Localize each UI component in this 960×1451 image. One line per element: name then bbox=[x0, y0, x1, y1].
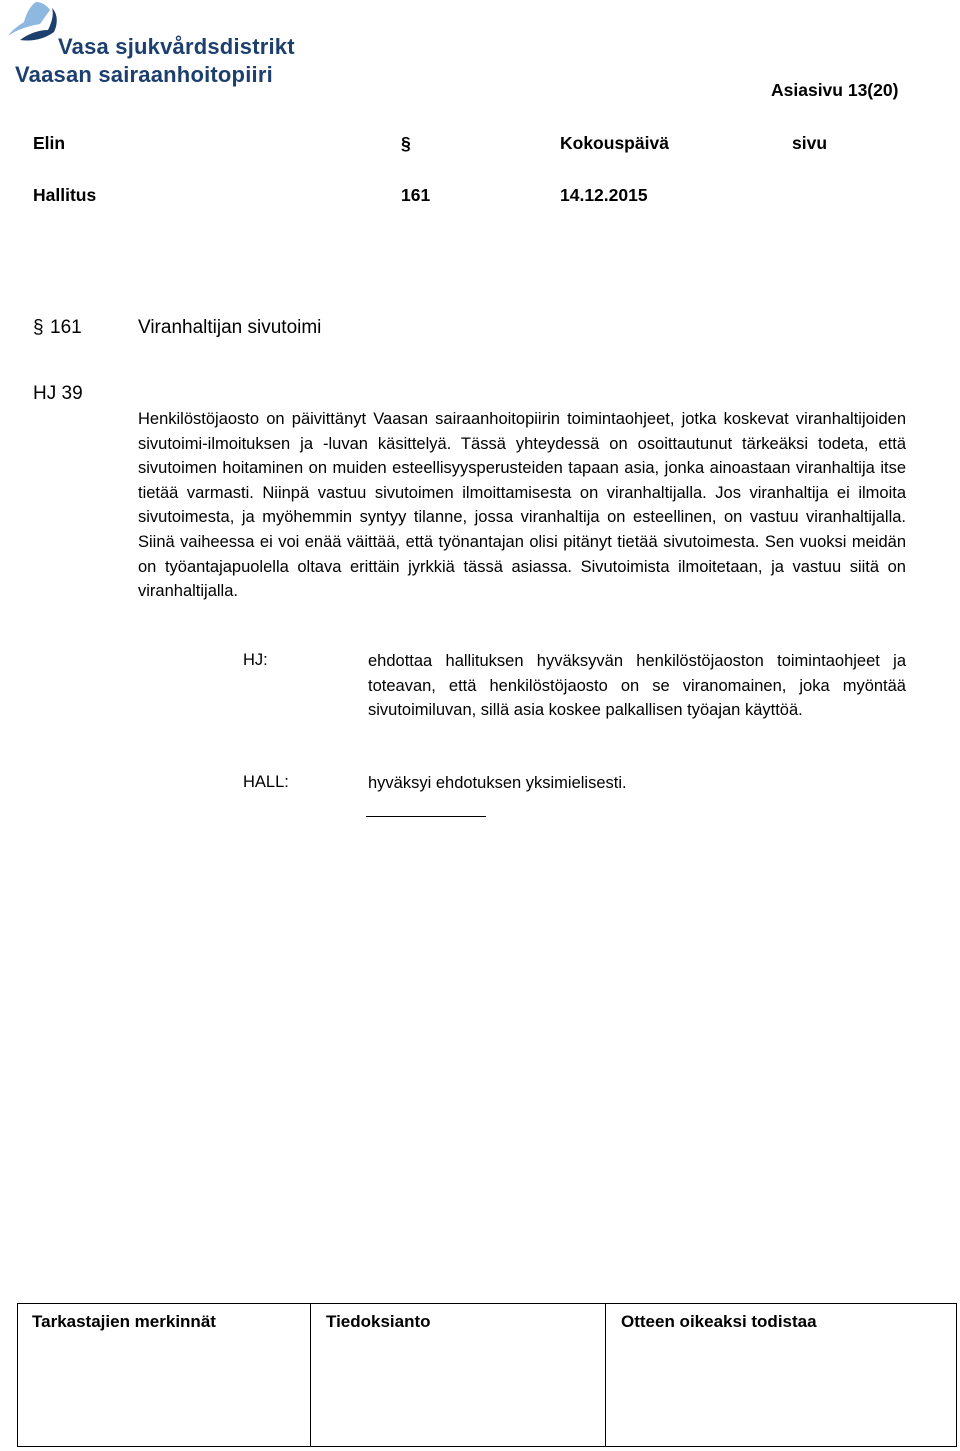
footer-divider bbox=[605, 1303, 606, 1447]
organization-logo-icon bbox=[6, 0, 66, 62]
organization-name-sv: Vasa sjukvårdsdistrikt bbox=[58, 34, 295, 59]
organization-name-fi: Vaasan sairaanhoitopiiri bbox=[15, 62, 273, 87]
header-label-sivu: sivu bbox=[792, 133, 828, 153]
proposal-hj-text: ehdottaa hallituksen hyväksyvän henkilöstöjaoston toimintaohjeet ja toteavan, että henkilöstöjaosto on se viranomainen, joka myöntää sivutoimiluvan, sillä asia koskee palkallisen työajan käyttöä. bbox=[368, 652, 906, 720]
footer-reviewers-label: Tarkastajien merkinnät bbox=[32, 1312, 216, 1331]
header-value-date: 14.12.2015 bbox=[560, 185, 648, 205]
header-label-kokouspaiva: Kokouspäivä bbox=[560, 133, 669, 153]
proposal-hj-label: HJ: bbox=[243, 651, 268, 669]
decision-hall-label: HALL: bbox=[243, 773, 289, 791]
header-value-elin: Hallitus bbox=[33, 185, 97, 205]
footer-divider bbox=[310, 1303, 311, 1447]
footer-certify-label: Otteen oikeaksi todistaa bbox=[621, 1312, 817, 1331]
item-section-symbol: § bbox=[33, 317, 44, 338]
header-value-section: 161 bbox=[401, 185, 431, 205]
item-reference: HJ 39 bbox=[33, 383, 83, 404]
page-reference: Asiasivu 13(20) bbox=[771, 80, 899, 100]
footer-notice-label: Tiedoksianto bbox=[326, 1312, 431, 1331]
end-rule bbox=[366, 816, 486, 817]
item-title: Viranhaltijan sivutoimi bbox=[138, 317, 322, 338]
item-number: 161 bbox=[50, 317, 82, 338]
decision-hall-text: hyväksyi ehdotuksen yksimielisesti. bbox=[368, 774, 627, 792]
header-label-elin: Elin bbox=[33, 133, 66, 153]
item-body-text: Henkilöstöjaosto on päivittänyt Vaasan sairaanhoitopiirin toimintaohjeet, jotka koskevat viranhaltijoiden sivutoimi-ilmoituksen ja -luvan käsittelyä. Tässä yhteydessä on osoittautunut tärkeäksi todeta, että sivutoimen hoitaminen on muiden esteellisyysperusteiden tapaan asia, jonka ainoastaan viranhaltija itse tietää varmasti. Niinpä vastuu sivutoimen ilmoittamisesta on viranhaltijalla. Jos viranhaltija ei ilmoita sivutoimesta, ja myöhemmin syntyy tilanne, jossa viranhaltija on esteellinen, on vastuu viranhaltijalla. Siinä vaiheessa ei voi enää väittää, että työnantajan olisi pitänyt tietää sivutoimesta. Sen vuoksi meidän on työantajapuolella oltava erittäin jyrkkiä tässä asiassa. Sivutoimista ilmoitetaan, ja vastuu siitä on viranhaltijalla. bbox=[138, 410, 906, 601]
section-sign-icon: § bbox=[401, 133, 411, 153]
